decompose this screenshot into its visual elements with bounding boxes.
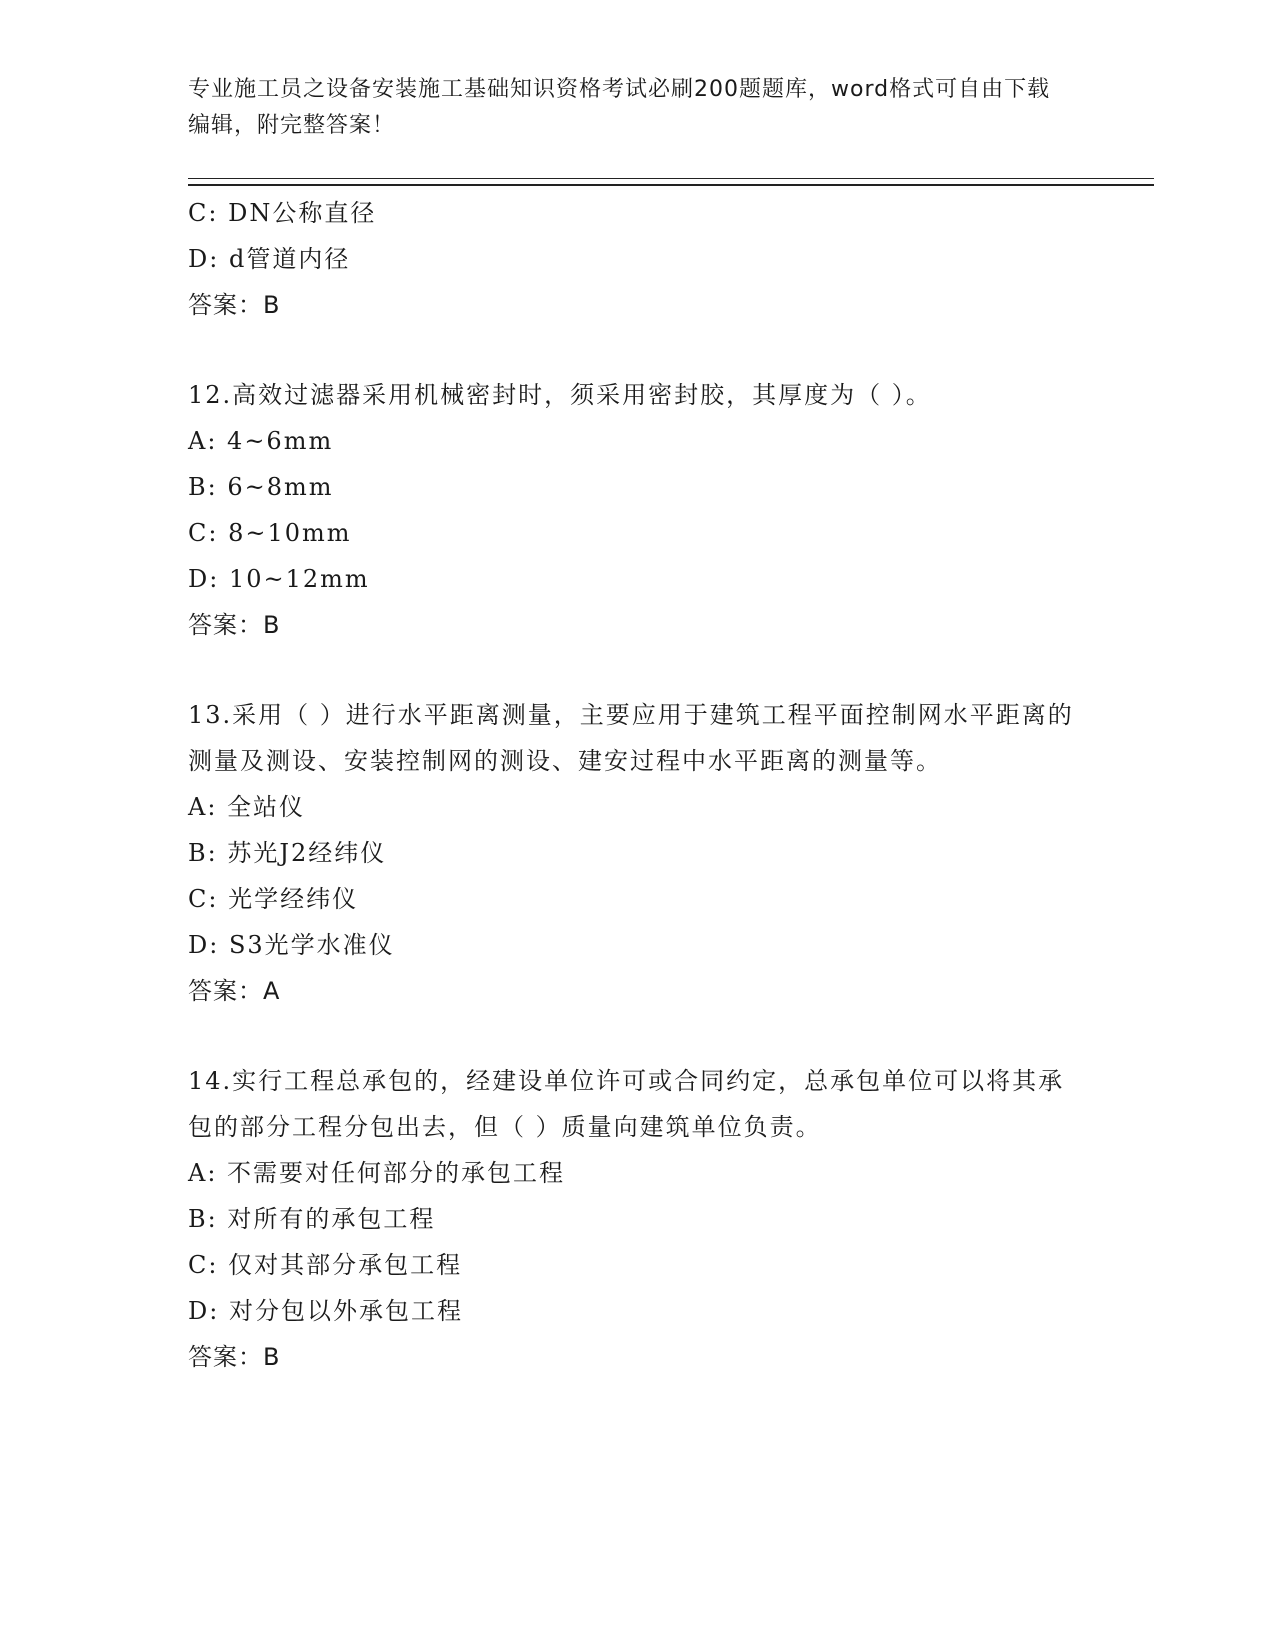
document-header xyxy=(188,72,1068,144)
option-d: D: 对分包以外承包工程 xyxy=(188,1297,463,1325)
option-d: D: S3光学水准仪 xyxy=(188,931,395,959)
option-b: B: 对所有的承包工程 xyxy=(188,1205,436,1233)
header-divider-thin xyxy=(188,178,1154,179)
option-b: B: 苏光J2经纬仪 xyxy=(188,839,387,867)
option-a: A: 全站仪 xyxy=(188,793,306,821)
option-c: C: 8~10mm xyxy=(188,519,352,547)
question-stem: 13.采用（ ）进行水平距离测量，主要应用于建筑工程平面控制网水平距离的测量及测设、安装控制网的测设、建安过程中水平距离的测量等。 xyxy=(188,701,1074,775)
option-a: A: 4~6mm xyxy=(188,427,334,455)
option-b: B: 6~8mm xyxy=(188,473,334,501)
answer-line: 答案：B xyxy=(188,1343,281,1371)
option-c: C: 仅对其部分承包工程 xyxy=(188,1251,463,1279)
question-11-continued xyxy=(188,190,1088,328)
option-d: D: d管道内径 xyxy=(188,245,351,273)
question-12 xyxy=(188,372,1088,648)
option-c: C: 光学经纬仪 xyxy=(188,885,359,913)
question-13 xyxy=(188,692,1088,1014)
answer-line: 答案：A xyxy=(188,977,281,1005)
question-list xyxy=(188,190,1088,1380)
question-stem: 12.高效过滤器采用机械密封时，须采用密封胶，其厚度为（ ）。 xyxy=(188,381,932,409)
header-divider-thick xyxy=(188,184,1154,186)
answer-line: 答案：B xyxy=(188,611,281,639)
question-stem: 14.实行工程总承包的，经建设单位许可或合同约定，总承包单位可以将其承包的部分工程分包出去，但（ ）质量向建筑单位负责。 xyxy=(188,1067,1065,1141)
option-d: D: 10~12mm xyxy=(188,565,370,593)
document-title: 专业施工员之设备安装施工基础知识资格考试必刷200题题库，word格式可自由下载编辑，附完整答案！ xyxy=(188,77,1051,138)
option-a: A: 不需要对任何部分的承包工程 xyxy=(188,1159,566,1187)
option-c: C: DN公称直径 xyxy=(188,199,377,227)
answer-line: 答案：B xyxy=(188,291,281,319)
question-14 xyxy=(188,1058,1088,1380)
